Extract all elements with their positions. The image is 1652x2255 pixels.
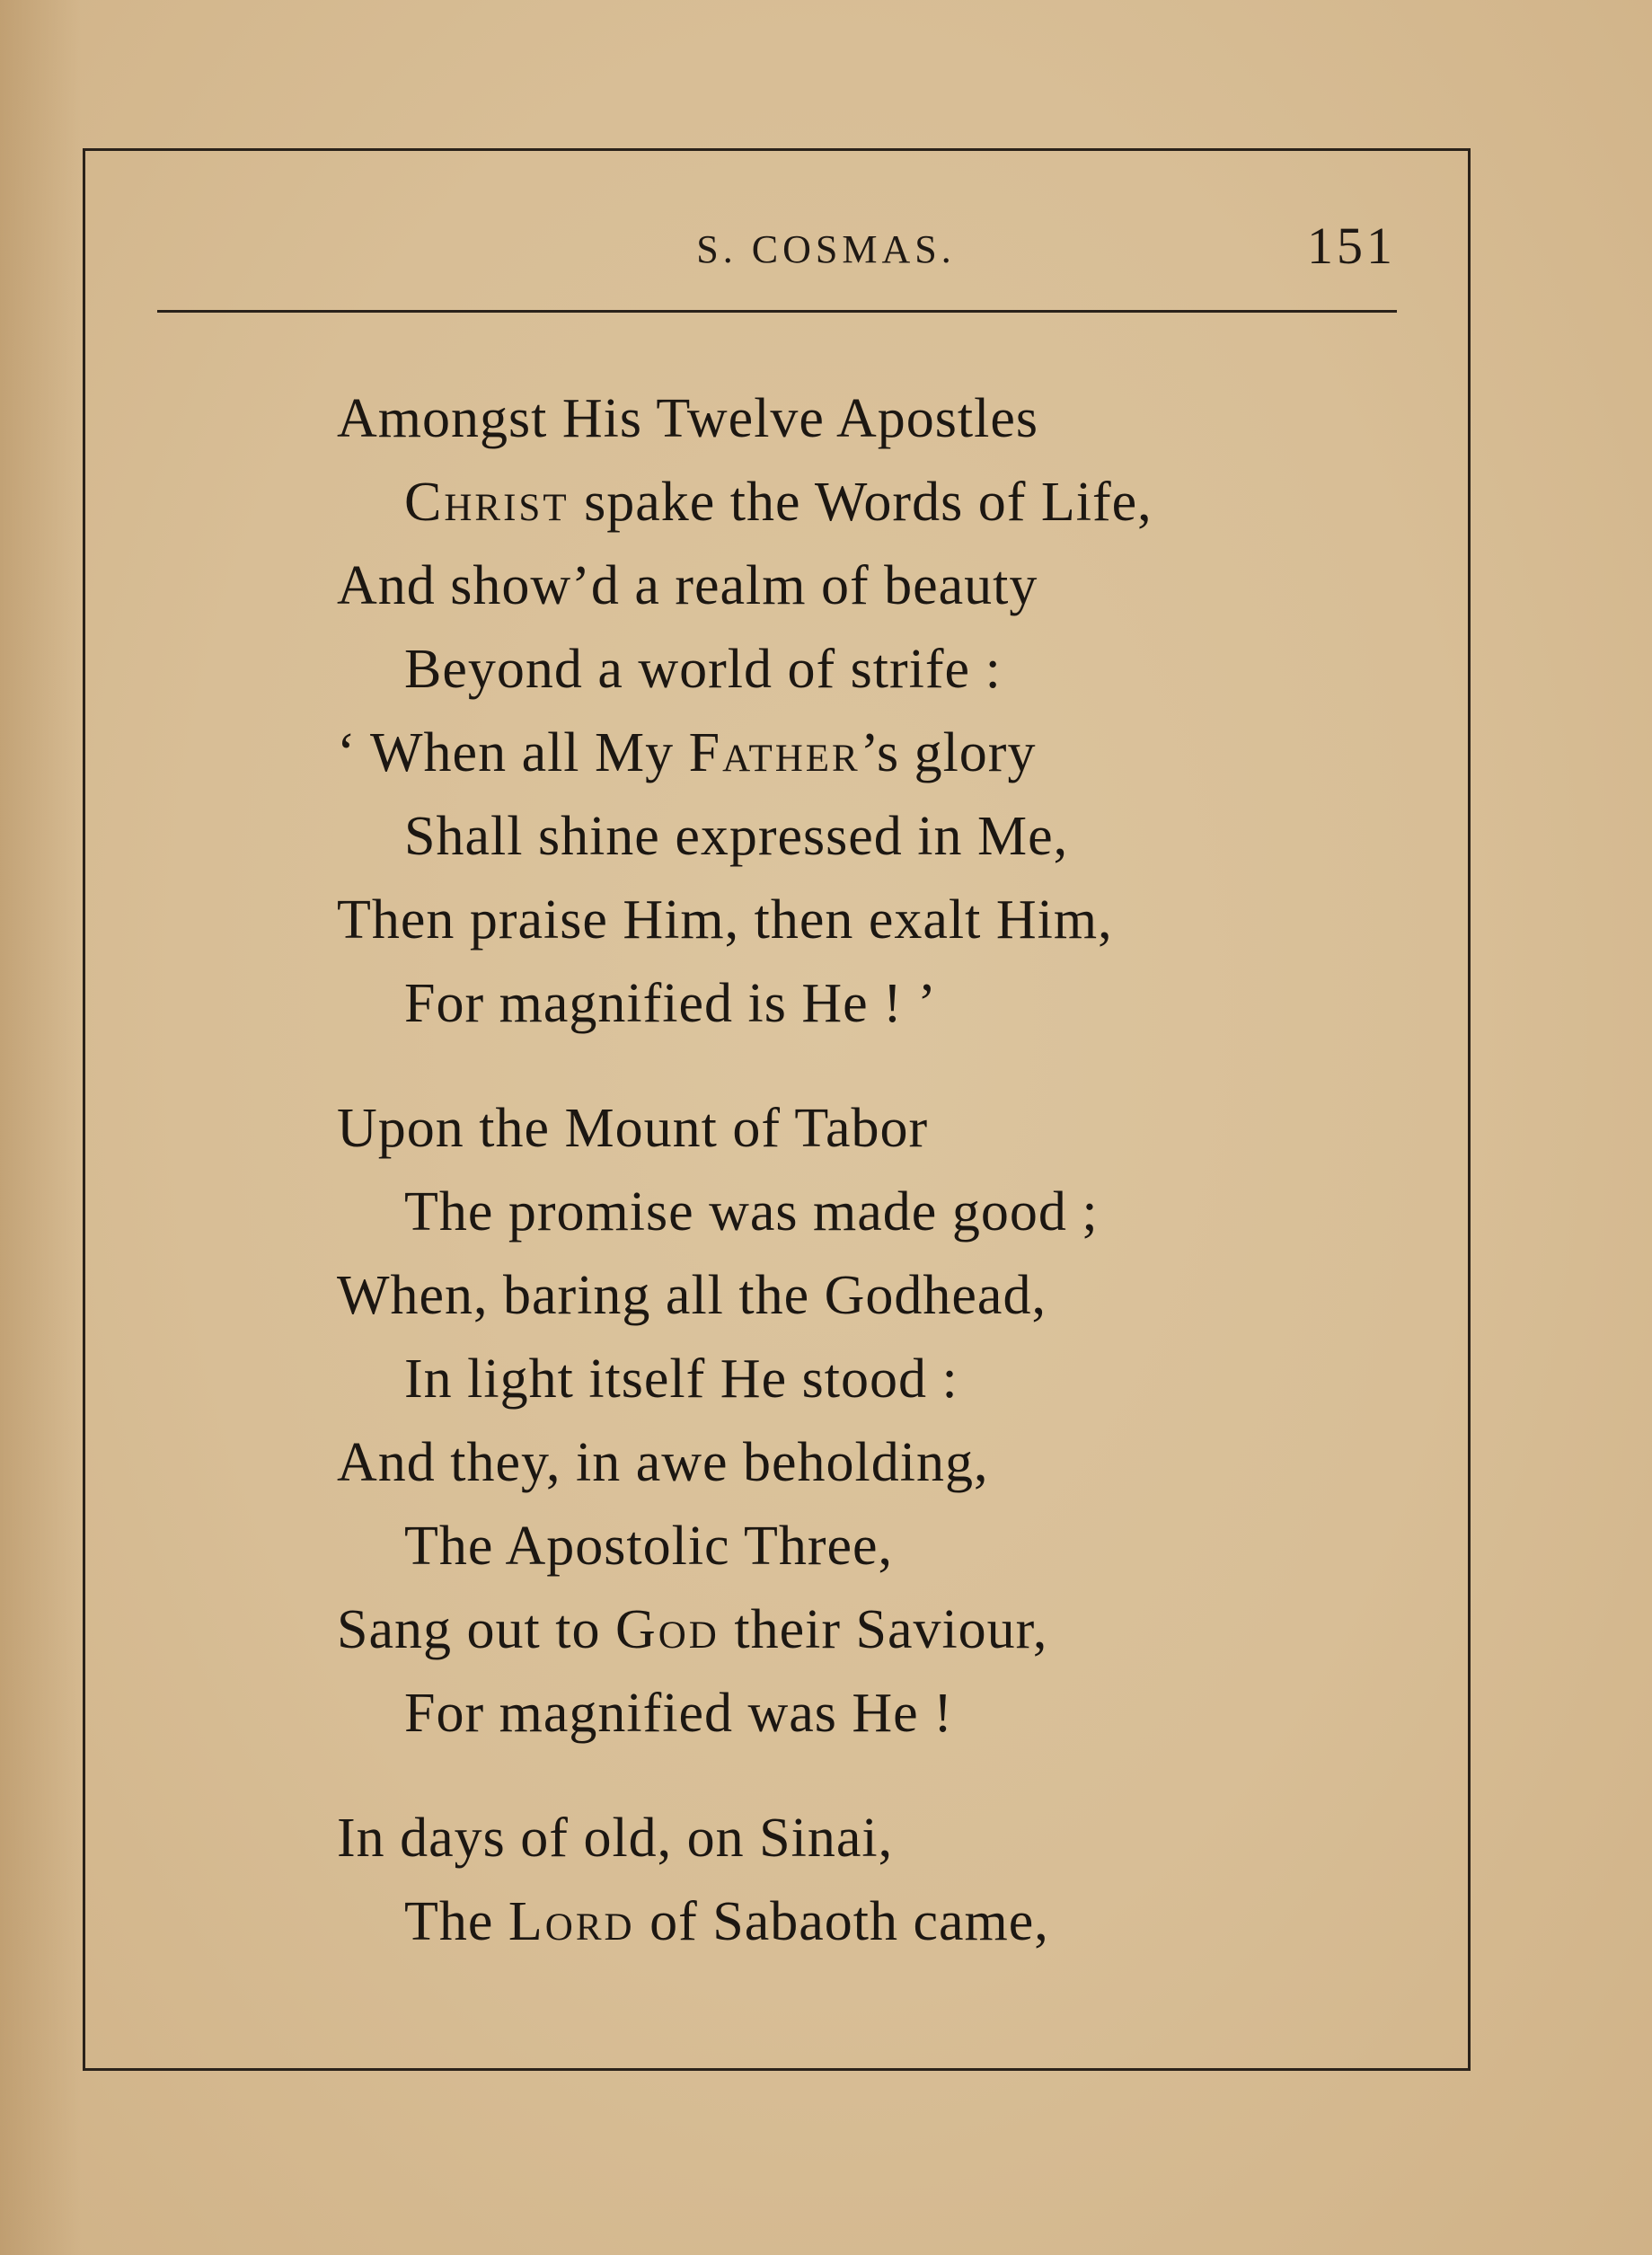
poem-line: In light itself He stood : <box>404 1349 959 1410</box>
poem-line: In days of old, on Sinai, <box>337 1808 894 1869</box>
poem-line: The Apostolic Three, <box>404 1516 894 1577</box>
poem-line: Shall shine expressed in Me, <box>404 806 1069 867</box>
poem-line: ‘ When all My Father’s glory <box>337 722 1037 783</box>
poem-line: Sang out to God their Saviour, <box>337 1599 1048 1660</box>
poem-line: Christ spake the Words of Life, <box>404 472 1153 533</box>
poem-line: And they, in awe beholding, <box>337 1432 989 1493</box>
poem-line: Then praise Him, then exalt Him, <box>337 889 1113 951</box>
poem-line: Amongst His Twelve Apostles <box>337 388 1039 449</box>
small-caps-word: Father <box>688 722 861 783</box>
poem-line: The Lord of Sabaoth came, <box>404 1891 1049 1952</box>
poem-body <box>337 377 1370 2005</box>
poem-line: The promise was made good ; <box>404 1181 1099 1242</box>
small-caps-word: Christ <box>404 472 570 533</box>
poem-line: For magnified is He ! ’ <box>404 973 937 1034</box>
page-number: 151 <box>1307 217 1396 275</box>
spine-shadow <box>0 0 81 2255</box>
running-header-title: S. COSMAS. <box>696 227 956 271</box>
small-caps-word: Lord <box>508 1891 635 1952</box>
small-caps-word: God <box>614 1599 720 1660</box>
poem-line: And show’d a realm of beauty <box>337 555 1038 616</box>
header-rule <box>157 310 1397 313</box>
poem-line: For magnified was He ! <box>404 1683 953 1744</box>
stanza-2 <box>337 1087 1370 1755</box>
stanza-1 <box>337 377 1370 1046</box>
poem-line: Upon the Mount of Tabor <box>337 1098 929 1159</box>
poem-line: Beyond a world of strife : <box>404 639 1002 700</box>
poem-line: When, baring all the Godhead, <box>337 1265 1047 1326</box>
stanza-3 <box>337 1797 1370 1964</box>
